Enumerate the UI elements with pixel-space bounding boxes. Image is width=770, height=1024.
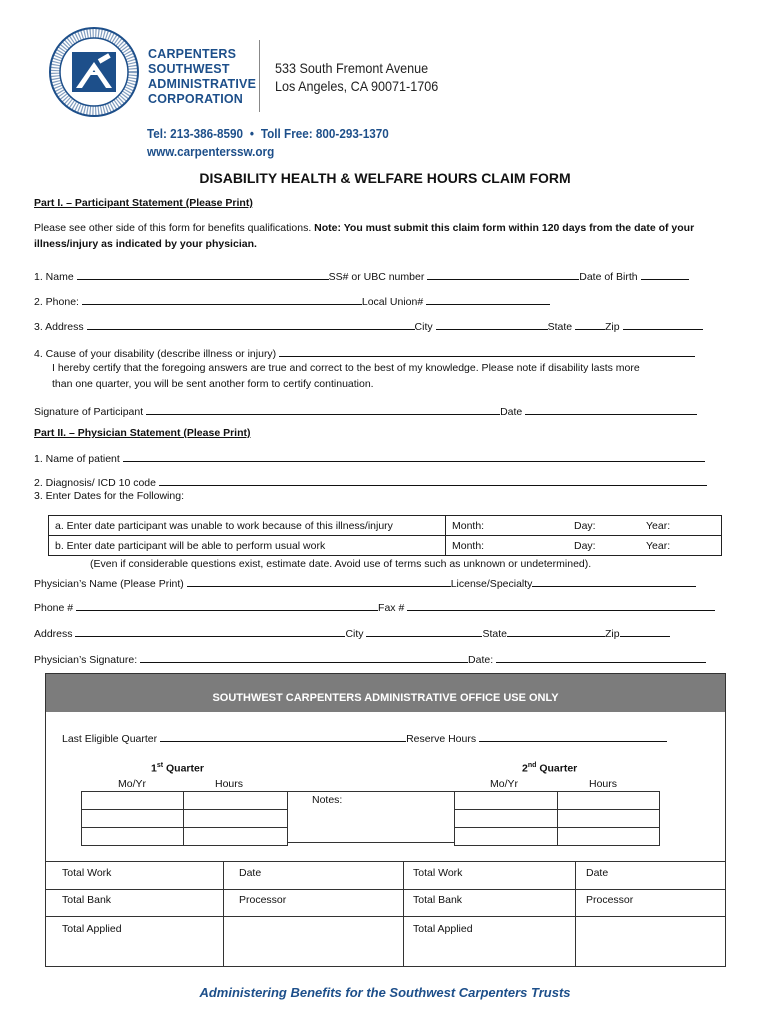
header-divider [259, 40, 260, 112]
q1-total-work-label: Total Work [62, 867, 112, 879]
q1-hours-cell[interactable] [184, 792, 288, 810]
physician-zip-field[interactable] [620, 625, 670, 637]
phone-row [34, 293, 550, 308]
zip-field[interactable] [623, 318, 703, 330]
q2-moyr-cell[interactable] [455, 828, 558, 846]
totals-col-line [575, 861, 576, 966]
physician-address-row [34, 625, 670, 640]
name-field[interactable] [77, 268, 329, 280]
cause-field[interactable] [279, 345, 695, 357]
city-label: City [414, 321, 433, 333]
intro-plain: Please see other side of this form for benefits qualifications. [34, 222, 315, 234]
office-use-heading: SOUTHWEST CARPENTERS ADMINISTRATIVE OFFICE USE ONLY [46, 674, 725, 712]
q2-total-bank-label: Total Bank [413, 894, 463, 906]
physician-phone-label: Phone # [34, 602, 74, 614]
q1-hours-cell[interactable] [184, 828, 288, 846]
part1-heading: Part I. – Participant Statement (Please Print) [34, 197, 253, 209]
union-field[interactable] [426, 293, 550, 305]
notes-label: Notes: [312, 794, 343, 806]
dates-row-a-month[interactable]: Month: [446, 516, 569, 536]
name-row [34, 268, 689, 283]
dates-row-a [49, 516, 722, 536]
dates-row-b-desc: b. Enter date participant will be able to perform usual work [49, 536, 446, 556]
contact-phones [147, 126, 389, 141]
eligibility-row [62, 730, 667, 745]
participant-signature-label: Signature of Participant [34, 406, 144, 418]
dob-label: Date of Birth [579, 271, 638, 283]
patient-field[interactable] [123, 450, 705, 462]
q1-processor-label: Processor [239, 894, 287, 906]
totals-mid-line [46, 889, 725, 890]
intro-note: Note: You must submit this claim form within 120 days from the date of your illness/injury as indicated by your physician. [34, 222, 695, 250]
reserve-label: Reserve Hours [406, 733, 477, 745]
org-name-line1: CARPENTERS [148, 47, 237, 61]
q1-row [82, 792, 288, 810]
certify-line2: than one quarter, you will be sent another form to certify continuation. [52, 378, 374, 390]
cause-label: 4. Cause of your disability (describe illness or injury) [34, 348, 277, 360]
physician-city-field[interactable] [366, 625, 482, 637]
physician-state-label: State [482, 628, 507, 640]
cause-row [34, 345, 695, 360]
physician-signature-field[interactable] [140, 651, 468, 663]
org-name [148, 47, 256, 107]
q1-word: Quarter [163, 762, 204, 775]
certify-text [52, 360, 640, 392]
ss-field[interactable] [427, 268, 579, 280]
physician-state-field[interactable] [507, 625, 605, 637]
certify-line1: I hereby certify that the foregoing answers are true and correct to the best of my knowledge. Please note if disability lasts more [52, 362, 640, 374]
patient-label: 1. Name of patient [34, 453, 120, 465]
q2-processor-label: Processor [586, 894, 634, 906]
q1-date-label: Date [239, 867, 262, 879]
q2-superscript: nd [527, 762, 537, 769]
phone-field[interactable] [82, 293, 362, 305]
physician-phone-field[interactable] [76, 599, 378, 611]
union-label: Local Union# [361, 296, 424, 308]
zip-label: Zip [605, 321, 620, 333]
part1-intro [34, 220, 724, 252]
logo-seal-icon [48, 26, 140, 118]
dates-row-b-day[interactable]: Day: [568, 536, 640, 556]
dates-row-a-year[interactable]: Year: [640, 516, 722, 536]
footer-tagline: Administering Benefits for the Southwest Carpenters Trusts [199, 985, 571, 1000]
q2-hours-cell[interactable] [558, 792, 660, 810]
org-name-line4: CORPORATION [148, 92, 244, 106]
tel-number: Tel: 213-386-8590 [147, 126, 244, 141]
dates-row-b-year[interactable]: Year: [640, 536, 722, 556]
name-label: 1. Name [34, 271, 74, 283]
physician-phone-row [34, 599, 715, 614]
q1-moyr-label: Mo/Yr [118, 778, 147, 790]
org-address [275, 59, 438, 95]
q2-total-work-label: Total Work [413, 867, 463, 879]
office-use-box [45, 673, 726, 967]
q1-total-bank-label: Total Bank [62, 894, 112, 906]
q1-total-applied-label: Total Applied [62, 923, 122, 935]
physician-name-row [34, 575, 696, 590]
diagnosis-row [34, 474, 707, 489]
q1-hours-cell[interactable] [184, 810, 288, 828]
q2-date-label: Date [586, 867, 609, 879]
participant-date-field[interactable] [525, 403, 697, 415]
q2-row [455, 792, 660, 810]
state-field[interactable] [575, 318, 605, 330]
dates-row-b [49, 536, 722, 556]
totals-col-line [403, 861, 404, 966]
physician-zip-label: Zip [605, 628, 620, 640]
website-link[interactable]: www.carpenterssw.org [147, 144, 275, 159]
q1-row [82, 810, 288, 828]
q1-moyr-cell[interactable] [82, 792, 184, 810]
totals-top-line [46, 861, 725, 862]
ss-label: SS# or UBC number [328, 271, 425, 283]
totals-col-line [223, 861, 224, 966]
logo-seal [48, 26, 140, 118]
q2-row [455, 828, 660, 846]
dates-row-a-desc: a. Enter date participant was unable to work because of this illness/injury [49, 516, 446, 536]
q2-moyr-cell[interactable] [455, 810, 558, 828]
form-title: DISABILITY HEALTH & WELFARE HOURS CLAIM FORM [199, 170, 571, 186]
last-eligible-field[interactable] [160, 730, 406, 742]
q1-table [81, 791, 288, 846]
fax-label: Fax # [378, 602, 405, 614]
diagnosis-field[interactable] [159, 474, 707, 486]
last-eligible-label: Last Eligible Quarter [62, 733, 158, 745]
reserve-field[interactable] [479, 730, 667, 742]
q1-row [82, 828, 288, 846]
physician-name-label: Physician’s Name (Please Print) [34, 578, 184, 590]
q1-moyr-cell[interactable] [82, 828, 184, 846]
address-line2: Los Angeles, CA 90071-1706 [275, 78, 439, 94]
license-field[interactable] [532, 575, 696, 587]
physician-name-field[interactable] [187, 575, 451, 587]
q1-number: 1 [151, 762, 157, 775]
participant-signature-field[interactable] [146, 403, 500, 415]
address-label: 3. Address [34, 321, 84, 333]
diagnosis-label: 2. Diagnosis/ ICD 10 code [34, 477, 156, 489]
physician-date-label: Date: [468, 654, 494, 666]
q2-row [455, 810, 660, 828]
dob-field[interactable] [641, 268, 689, 280]
bullet-separator: • [249, 126, 255, 141]
org-name-line3: ADMINISTRATIVE [148, 77, 257, 91]
state-label: State [547, 321, 573, 333]
q2-moyr-cell[interactable] [455, 792, 558, 810]
q2-label [522, 762, 577, 775]
q2-hours-cell[interactable] [558, 828, 660, 846]
q2-hours-cell[interactable] [558, 810, 660, 828]
license-label: License/Specialty [450, 578, 533, 590]
q1-superscript: st [156, 762, 164, 769]
toll-free-number: Toll Free: 800-293-1370 [260, 126, 389, 141]
dates-label: 3. Enter Dates for the Following: [34, 490, 184, 502]
phone-label: 2. Phone: [34, 296, 79, 308]
physician-address-label: Address [34, 628, 73, 640]
q2-total-applied-label: Total Applied [413, 923, 473, 935]
participant-date-label: Date [500, 406, 523, 418]
dates-row-b-month[interactable]: Month: [446, 536, 569, 556]
city-field[interactable] [436, 318, 548, 330]
patient-row [34, 450, 705, 465]
address-line1: 533 South Fremont Avenue [275, 60, 429, 76]
physician-date-field[interactable] [496, 651, 706, 663]
q2-number: 2 [522, 762, 528, 775]
q2-hours-label: Hours [589, 778, 618, 790]
participant-signature-row [34, 403, 697, 418]
part2-heading: Part II. – Physician Statement (Please Print) [34, 427, 251, 439]
q2-word: Quarter [536, 762, 578, 775]
estimate-note: (Even if considerable questions exist, estimate date. Avoid use of terms such as unknown or undetermined). [90, 558, 592, 570]
dates-row-a-day[interactable]: Day: [568, 516, 640, 536]
fax-field[interactable] [407, 599, 715, 611]
totals-mid-line [46, 916, 725, 917]
q1-moyr-cell[interactable] [82, 810, 184, 828]
physician-address-field[interactable] [75, 625, 345, 637]
physician-signature-row [34, 651, 706, 666]
address-field[interactable] [87, 318, 415, 330]
org-name-line2: SOUTHWEST [148, 62, 230, 76]
q1-label [151, 762, 204, 775]
q2-moyr-label: Mo/Yr [490, 778, 519, 790]
physician-signature-label: Physician’s Signature: [34, 654, 138, 666]
dates-table [48, 515, 722, 556]
q1-hours-label: Hours [215, 778, 244, 790]
physician-city-label: City [345, 628, 364, 640]
address-row [34, 318, 703, 333]
q2-table [454, 791, 660, 846]
